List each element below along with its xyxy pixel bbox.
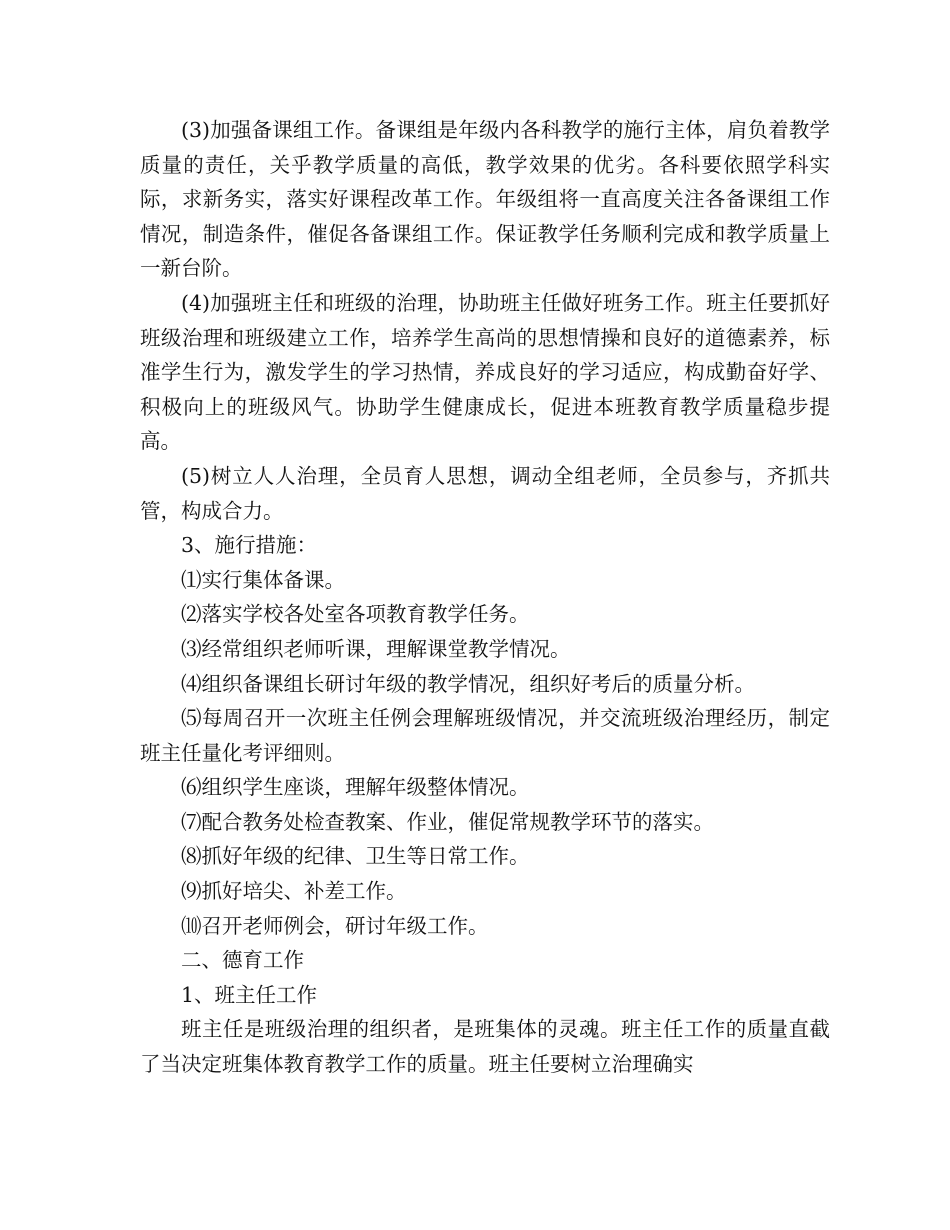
measure-item-4: ⑷组织备课组长研讨年级的教学情况，组织好考后的质量分析。	[181, 671, 755, 696]
paragraph-lesson-prep-groups: (3)加强备课组工作。备课组是年级内各科教学的施行主体，肩负着教学质量的责任，关乎教学质量的高低，教学效果的优劣。各科要依照学科实际，求新务实，落实好课程改革工作。年级组将一直高度关注各备课组工作情况，制造条件，催促各备课组工作。保证教学任务顺利完成和教学质量上一新台阶。	[140, 118, 830, 281]
section-heading-moral-education: 二、德育工作	[181, 948, 304, 973]
measure-item-7: ⑺配合教务处检查教案、作业，催促常规教学环节的落实。	[181, 809, 714, 834]
measure-item-3: ⑶经常组织老师听课，理解课堂教学情况。	[181, 636, 571, 661]
paragraph-all-staff-participation: (5)树立人人治理，全员育人思想，调动全组老师，全员参与，齐抓共管，构成合力。	[140, 463, 830, 523]
document-body	[140, 113, 830, 1082]
section-heading-measures: 3、施行措施：	[181, 533, 318, 558]
measure-item-8: ⑻抓好年级的纪律、卫生等日常工作。	[181, 844, 530, 869]
measure-item-10: ⑽召开老师例会，研讨年级工作。	[181, 913, 489, 938]
measure-item-1: ⑴实行集体备课。	[181, 567, 345, 592]
measure-item-5: ⑸每周召开一次班主任例会理解班级情况，并交流班级治理经历，制定班主任量化考评细则。	[140, 706, 830, 765]
measure-item-9: ⑼抓好培尖、补差工作。	[181, 879, 407, 904]
measure-item-2: ⑵落实学校各处室各项教育教学任务。	[181, 602, 530, 627]
measure-item-6: ⑹组织学生座谈，理解年级整体情况。	[181, 775, 530, 800]
paragraph-head-teacher-role: 班主任是班级治理的组织者，是班集体的灵魂。班主任工作的质量直截了当决定班集体教育教学工作的质量。班主任要树立治理确实	[140, 1017, 830, 1077]
paragraph-class-management: (4)加强班主任和班级的治理，协助班主任做好班务工作。班主任要抓好班级治理和班级建立工作，培养学生高尚的思想情操和良好的道德素养，标准学生行为，激发学生的学习热情，养成良好的学习适应，构成勤奋好学、积极向上的班级风气。协助学生健康成长，促进本班教育教学质量稳步提高。	[140, 290, 830, 454]
subsection-heading-head-teacher: 1、班主任工作	[181, 982, 318, 1007]
